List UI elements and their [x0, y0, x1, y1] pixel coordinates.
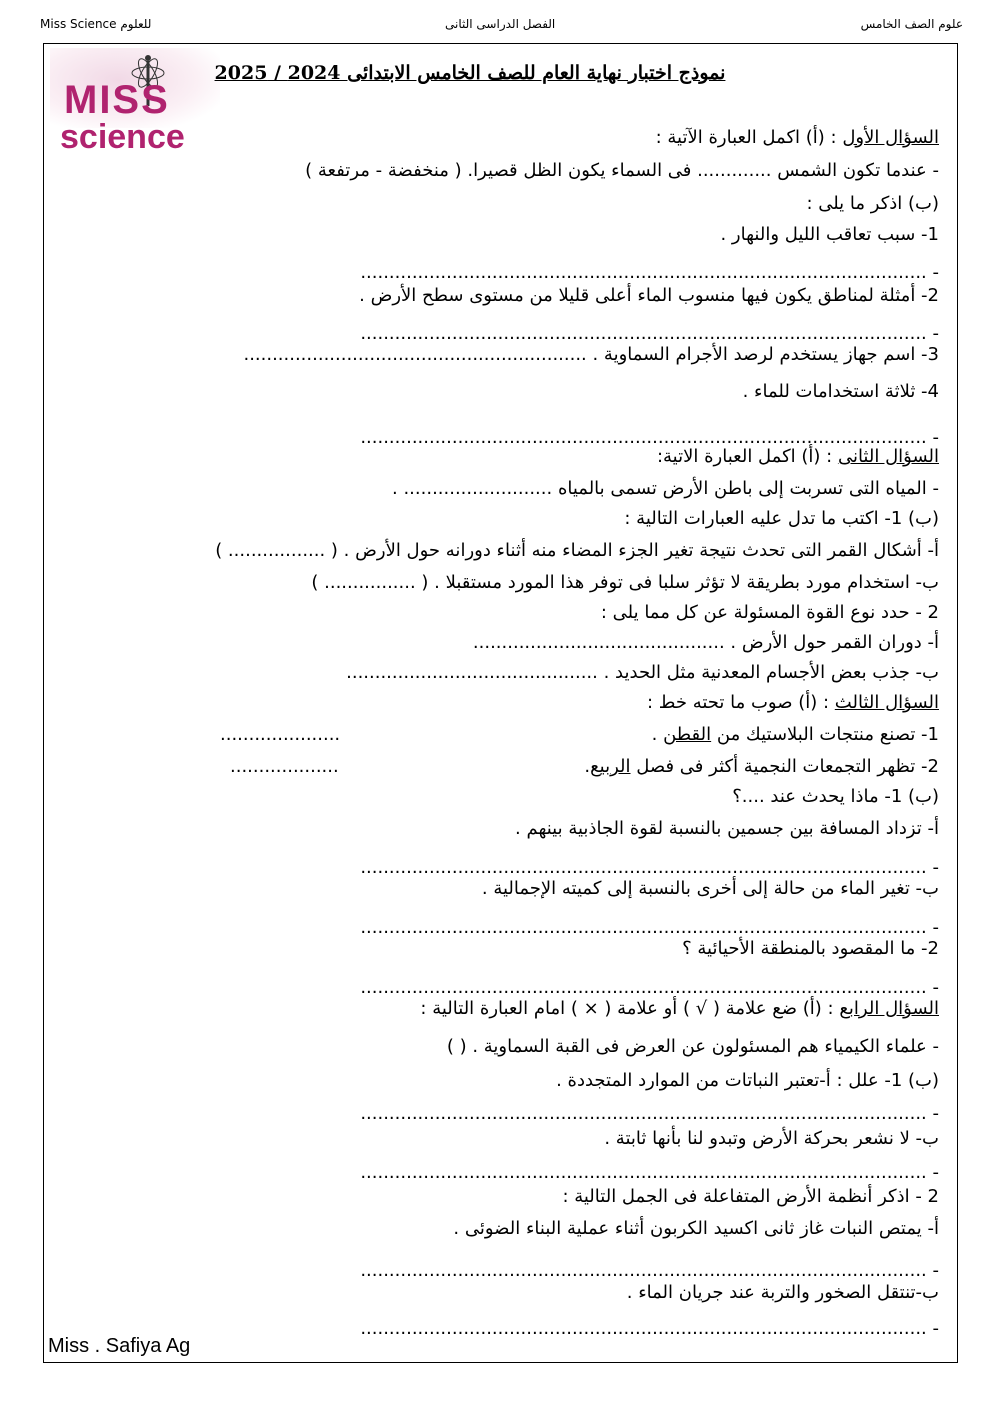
exam-line — [652, 724, 939, 745]
exam-line: - علماء الكيمياء هم المسئولون عن العرض فى القبة السماوية . ( ) — [446, 1036, 939, 1057]
exam-line — [657, 446, 939, 467]
header-center: الفصل الدراسى الثانى — [445, 17, 556, 31]
exam-title: نموذج اختبار نهاية العام للصف الخامس الابتدائى 2024 / 2025 — [214, 62, 726, 84]
statement-end: . — [651, 724, 664, 745]
logo — [50, 48, 220, 158]
correction-blank[interactable]: ................... — [230, 756, 339, 777]
exam-line: (ب) 1- ماذا يحدث عند ....؟ — [732, 786, 939, 807]
question-heading: السؤال الثانى — [837, 446, 939, 467]
exam-line: 2 - اذكر أنظمة الأرض المتفاعلة فى الجمل التالية : — [562, 1186, 939, 1207]
footer-author: Miss . Safiya Ag — [48, 1335, 191, 1357]
question-text: : (أ) اكمل العبارة الآتية : — [655, 127, 843, 148]
exam-line — [420, 998, 939, 1019]
answer-line[interactable]: - ................................................................................................... — [360, 977, 939, 998]
exam-line: أ- تزداد المسافة بين جسمين بالنسبة لقوة الجاذبية بينهم . — [515, 818, 939, 839]
question-text: : (أ) ضع علامة ( √ ) أو علامة ( × ) امام العبارة التالية : — [420, 998, 840, 1019]
answer-line[interactable]: - ................................................................................................... — [360, 917, 939, 938]
exam-line: 3- اسم جهاز يستخدم لرصد الأجرام السماوية . ............................................................ — [243, 344, 939, 365]
answer-line[interactable]: - ................................................................................................... — [360, 323, 939, 344]
exam-line — [647, 692, 939, 713]
answer-line[interactable]: - ................................................................................................... — [360, 1162, 939, 1183]
exam-line: 2 - حدد نوع القوة المسئولة عن كل مما يلى : — [600, 602, 939, 623]
exam-line: ب- تغير الماء من حالة إلى أخرى بالنسبة إلى كميته الإجمالية . — [481, 878, 939, 899]
exam-line: ب-تنتقل الصخور والتربة عند جريان الماء . — [626, 1282, 939, 1303]
answer-line[interactable]: - ................................................................................................... — [360, 857, 939, 878]
question-heading: السؤال الثالث — [834, 692, 939, 713]
question-heading: السؤال الأول — [842, 127, 939, 148]
logo-text-science: science — [60, 118, 185, 156]
answer-line[interactable]: - ................................................................................................... — [360, 1318, 939, 1339]
exam-line: (ب) 1- علل : أ-تعتبر النباتات من الموارد المتجددة . — [556, 1070, 939, 1091]
exam-line: 2- ما المقصود بالمنطقة الأحيائية ؟ — [682, 938, 939, 959]
exam-line: أ- دوران القمر حول الأرض . ............................................ — [472, 632, 939, 653]
question-heading: السؤال الرابع — [839, 998, 939, 1019]
question-text: : (أ) اكمل العبارة الاتية: — [656, 446, 838, 467]
exam-line — [656, 127, 939, 148]
exam-line: 4- ثلاثة استخدامات للماء . — [742, 381, 939, 402]
exam-line: ب- استخدام مورد بطريقة لا تؤثر سلبا فى توفر هذا المورد مستقبلا . ( ................ ) — [311, 572, 939, 593]
exam-line: أ- يمتص النبات غاز ثانى اكسيد الكربون أثناء عملية البناء الضوئى . — [453, 1218, 939, 1239]
exam-line: ب- لا نشعر بحركة الأرض وتبدو لنا بأنها ثابتة . — [604, 1128, 939, 1149]
statement-start: 2- تظهر التجمعات النجمية أكثر فى فصل — [630, 756, 939, 777]
exam-line: (ب) 1- اكتب ما تدل عليه العبارات التالية : — [624, 508, 939, 529]
question-text: : (أ) صوب ما تحته خط : — [646, 692, 835, 713]
logo-text-miss: MISS — [64, 78, 170, 122]
exam-line: (ب) اذكر ما يلى : — [806, 193, 939, 214]
exam-line: ب- جذب بعض الأجسام المعدنية مثل الحديد . ............................................ — [346, 662, 939, 683]
exam-line: - المياه التى تسربت إلى باطن الأرض تسمى بالمياه .......................... . — [392, 478, 939, 499]
statement-start: 1- تصنع منتجات البلاستيك من — [711, 724, 939, 745]
exam-line: - عندما تكون الشمس ............. فى السماء يكون الظل قصيرا. ( منخفضة - مرتفعة ) — [305, 160, 939, 181]
answer-line[interactable]: - ................................................................................................... — [360, 1260, 939, 1281]
header-right: علوم الصف الخامس — [860, 17, 963, 31]
underlined-word: الربيع — [590, 756, 631, 777]
answer-line[interactable]: - ................................................................................................... — [360, 262, 939, 283]
underlined-word: القطن — [663, 724, 712, 745]
exam-line: 2- أمثلة لمناطق يكون فيها منسوب الماء أعلى قليلا من مستوى سطح الأرض . — [359, 285, 939, 306]
exam-line: 1- سبب تعاقب الليل والنهار . — [720, 224, 939, 245]
header-left: Miss Science للعلوم — [40, 17, 152, 31]
correction-blank[interactable]: ..................... — [220, 724, 341, 745]
exam-line — [584, 756, 939, 777]
answer-line[interactable]: - ................................................................................................... — [360, 1103, 939, 1124]
answer-line[interactable]: - ................................................................................................... — [360, 427, 939, 448]
statement-end: . — [584, 756, 591, 777]
exam-line: أ- أشكال القمر التى تحدث نتيجة تغير الجزء المضاء منه أثناء دورانه حول الأرض . ( ................. ) — [215, 540, 939, 561]
